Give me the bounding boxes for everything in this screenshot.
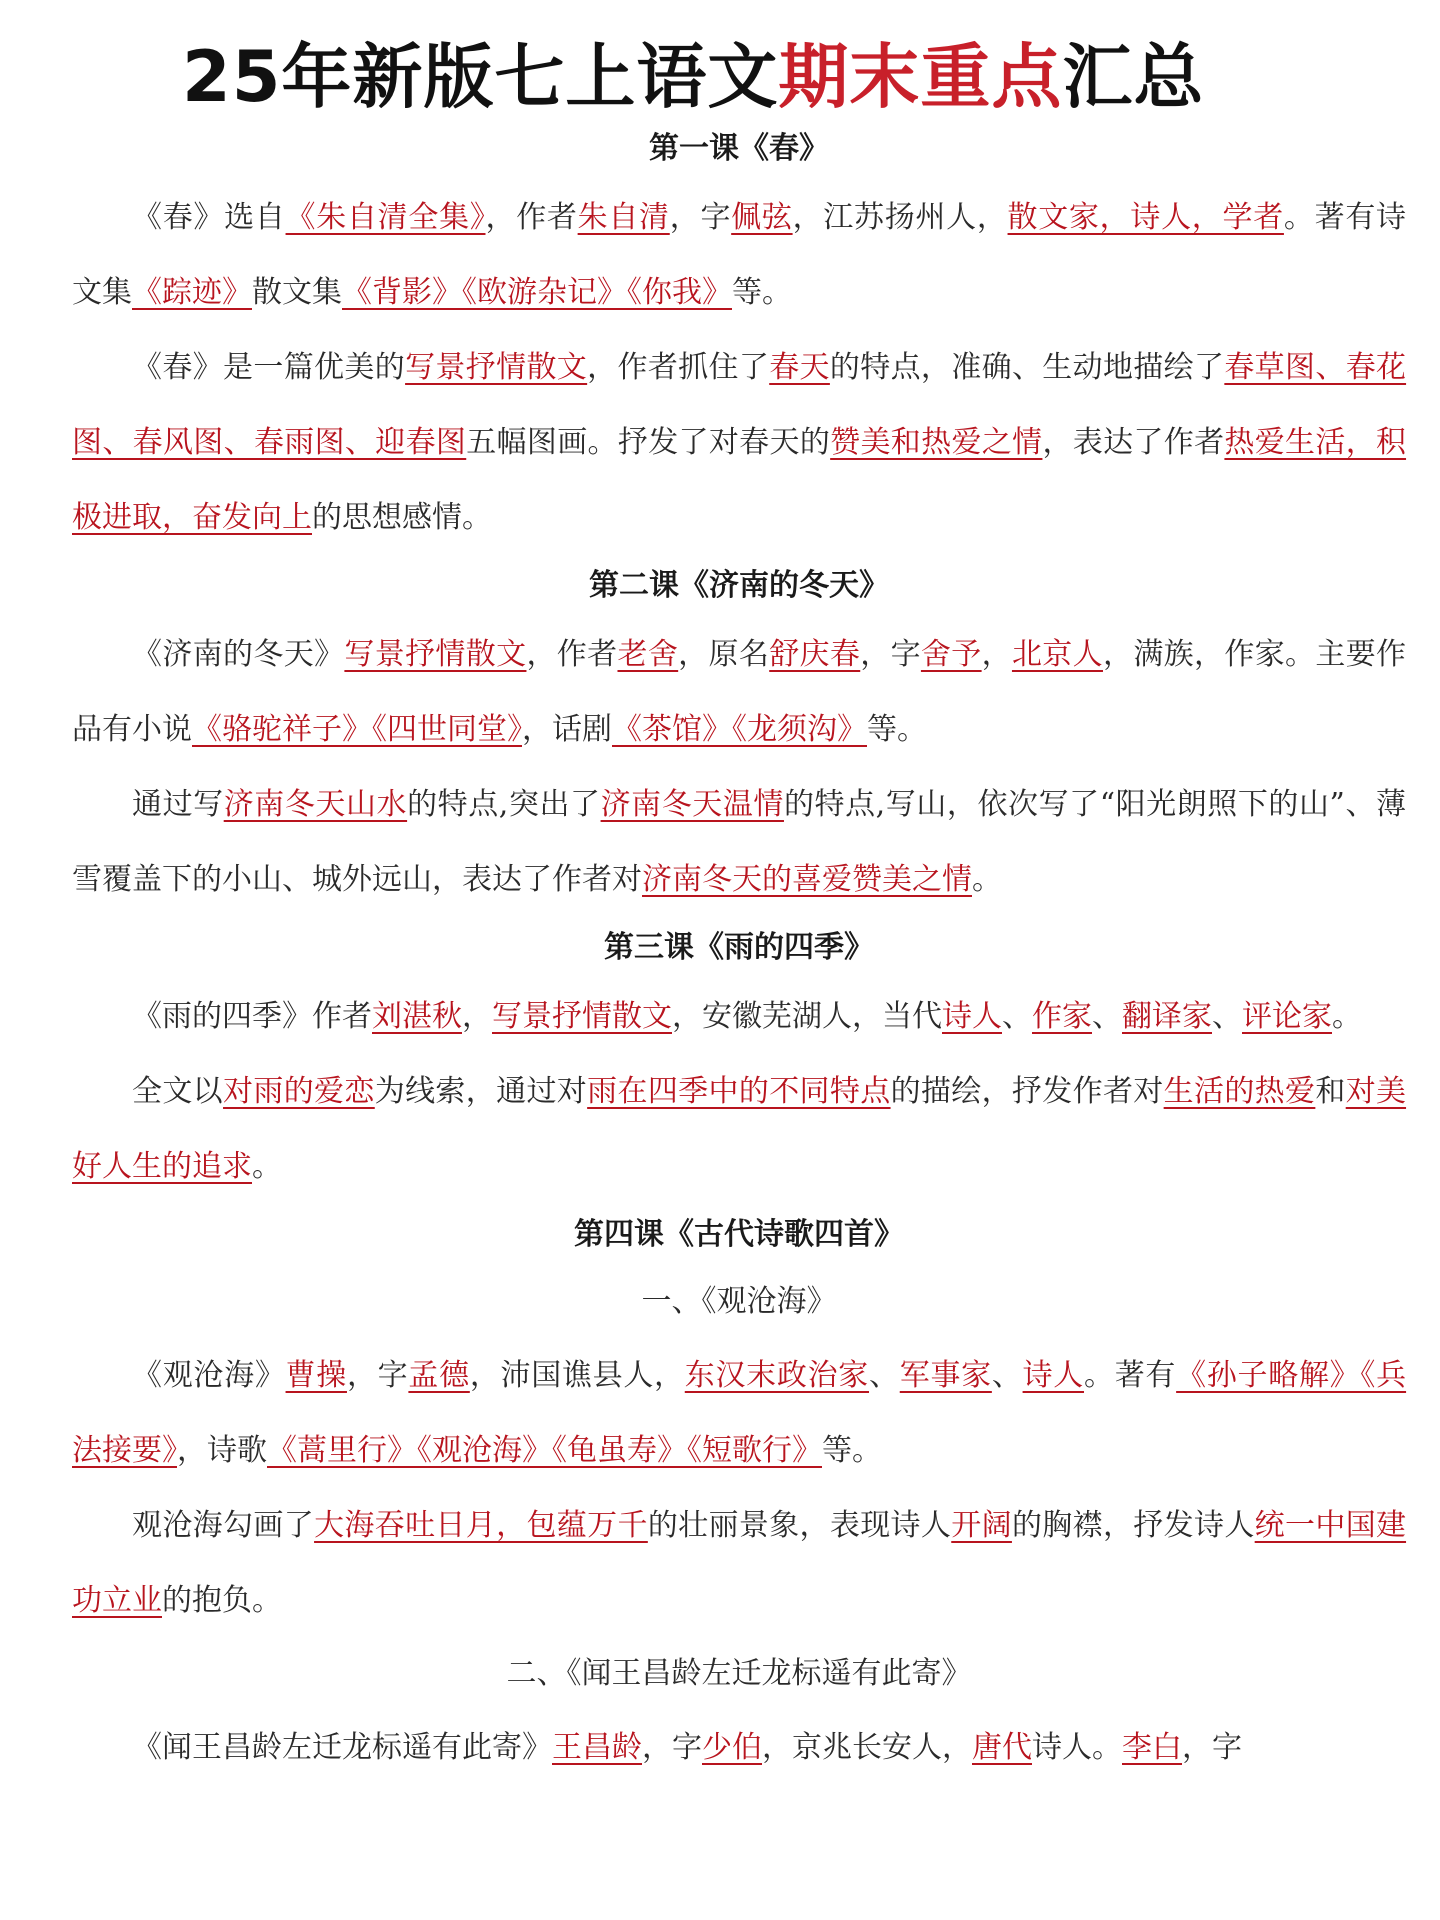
key-term: 《背影》《欧游杂记》《你我》: [342, 275, 732, 310]
paragraph: [72, 1488, 1406, 1638]
paragraph: [72, 330, 1406, 555]
text-segment: 。著有: [1084, 1358, 1177, 1393]
text-segment: ，话剧: [522, 712, 612, 747]
key-term: 王昌龄: [552, 1730, 642, 1765]
key-term: 统一中国建功立业: [72, 1508, 1407, 1618]
key-term: 老舍: [617, 637, 679, 672]
lesson-heading: 第一课《春》: [649, 131, 829, 166]
text-segment: 诗人。: [1032, 1730, 1122, 1765]
key-term: 《朱自清全集》: [285, 200, 486, 235]
text-segment: ，表达了作者: [1042, 425, 1225, 460]
text-segment: 的思想感情。: [312, 500, 492, 535]
text-segment: 散文集: [252, 275, 342, 310]
text-segment: 的描绘，抒发作者对: [890, 1074, 1164, 1109]
text-segment: ，字: [860, 637, 921, 672]
text-segment: 《闻王昌龄左迁龙标遥有此寄》: [132, 1730, 552, 1765]
key-term: 写景抒情散文: [405, 350, 588, 385]
text-segment: ，作者: [526, 637, 618, 672]
key-term: 对美好人生的追求: [72, 1074, 1407, 1184]
key-term: 赞美和热爱之情: [830, 425, 1043, 460]
key-term: 少伯: [702, 1730, 762, 1765]
text-segment: 。: [252, 1149, 282, 1184]
text-segment: 《春》选自: [132, 200, 286, 235]
key-term: 刘湛秋: [372, 999, 462, 1034]
text-segment: 和: [1315, 1074, 1346, 1109]
key-term: 写景抒情散文: [344, 637, 527, 672]
text-segment: ，: [462, 999, 492, 1034]
text-segment: 、: [991, 1358, 1023, 1393]
text-segment: 《济南的冬天》: [132, 637, 345, 672]
text-segment: 的壮丽景象，表现诗人: [647, 1508, 952, 1543]
key-term: 济南冬天温情: [600, 787, 784, 822]
text-segment: 等。: [867, 712, 927, 747]
text-segment: ，沛国谯县人，: [469, 1358, 685, 1393]
text-segment: 的特点，准确、生动地描绘了: [829, 350, 1225, 385]
key-term: 对雨的爱恋: [223, 1074, 375, 1109]
key-term: 春草图、春花图、春风图、春雨图、迎春图: [72, 350, 1407, 460]
text-segment: 全文以: [132, 1074, 224, 1109]
text-segment: 的胸襟，抒发诗人: [1011, 1508, 1255, 1543]
text-segment: 观沧海勾画了: [132, 1508, 315, 1543]
text-segment: ，江苏扬州人，: [792, 200, 1008, 235]
key-term: 曹操: [285, 1358, 347, 1393]
text-segment: 。: [1332, 999, 1362, 1034]
text-segment: 。: [972, 862, 1002, 897]
text-segment: 的特点,写山，依次写了“阳光朗照下的山”、薄雪覆盖下的小山、城外远山，表达了作者对: [72, 787, 1407, 897]
key-term: 诗人: [942, 999, 1002, 1034]
key-term: 热爱生活，积极进取，奋发向上: [72, 425, 1407, 535]
document-body: [72, 118, 1406, 1785]
paragraph: [72, 1338, 1406, 1488]
paragraph: [72, 617, 1406, 767]
paragraph: [72, 1710, 1406, 1785]
text-segment: 为线索，通过对: [374, 1074, 588, 1109]
title-suffix: 汇总: [1062, 36, 1205, 118]
key-term: 佩弦: [731, 200, 793, 235]
key-term: 雨在四季中的不同特点: [587, 1074, 891, 1109]
text-segment: ，: [981, 637, 1012, 672]
poem-subheading: 二、《闻王昌龄左迁龙标遥有此寄》: [506, 1656, 972, 1691]
text-segment: ，字: [1182, 1730, 1242, 1765]
text-segment: ，字: [346, 1358, 409, 1393]
text-segment: 、: [1002, 999, 1032, 1034]
key-term: 《孙子略解》《兵法接要》: [72, 1358, 1407, 1468]
key-term: 孟德: [408, 1358, 470, 1393]
key-term: 舍予: [920, 637, 982, 672]
lesson-heading: 第二课《济南的冬天》: [589, 568, 889, 603]
key-term: 诗人: [1022, 1358, 1084, 1393]
key-term: 翻译家: [1122, 999, 1212, 1034]
text-segment: ，满族，作家。主要作品有小说: [72, 637, 1407, 747]
text-segment: 五幅图画。抒发了对春天的: [466, 425, 831, 460]
text-segment: 的抱负。: [162, 1583, 282, 1618]
text-segment: ，字: [669, 200, 732, 235]
key-term: 《踪迹》: [132, 275, 252, 310]
key-term: 济南冬天的喜爱赞美之情: [642, 862, 972, 897]
text-segment: 、: [1092, 999, 1122, 1034]
key-term: 朱自清: [577, 200, 670, 235]
text-segment: 《春》是一篇优美的: [132, 350, 406, 385]
paragraph: [72, 767, 1406, 917]
key-term: 《茶馆》《龙须沟》: [612, 712, 867, 747]
poem-subheading: 一、《观沧海》: [641, 1284, 837, 1319]
title-highlight: 期末重点: [778, 36, 1063, 118]
text-segment: 《观沧海》: [132, 1358, 286, 1393]
title-prefix: 25年新版七上语文: [182, 36, 779, 118]
key-term: 北京人: [1011, 637, 1103, 672]
text-segment: 《雨的四季》作者: [132, 999, 372, 1034]
key-term: 大海吞吐日月，包蕴万千: [314, 1508, 648, 1543]
text-segment: 等。: [822, 1433, 882, 1468]
text-segment: ，作者: [485, 200, 578, 235]
key-term: 作家: [1032, 999, 1092, 1034]
text-segment: ，诗歌: [177, 1433, 267, 1468]
text-segment: 的特点,突出了: [407, 787, 601, 822]
lesson-heading: 第四课《古代诗歌四首》: [574, 1217, 904, 1252]
key-term: 写景抒情散文: [492, 999, 672, 1034]
text-segment: ，作者抓住了: [587, 350, 770, 385]
key-term: 《蒿里行》《观沧海》《龟虽寿》《短歌行》: [267, 1433, 822, 1468]
key-term: 李白: [1122, 1730, 1182, 1765]
key-term: 济南冬天山水: [223, 787, 408, 822]
text-segment: ，原名: [678, 637, 770, 672]
text-segment: 、: [869, 1358, 900, 1393]
key-term: 散文家，诗人，学者: [1007, 200, 1284, 235]
text-segment: 。著有诗文集: [72, 200, 1407, 310]
key-term: 舒庆春: [769, 637, 861, 672]
document-title: [72, 0, 1406, 118]
key-term: 评论家: [1242, 999, 1332, 1034]
text-segment: 等。: [732, 275, 792, 310]
key-term: 生活的热爱: [1163, 1074, 1316, 1109]
paragraph: [72, 180, 1406, 330]
key-term: 军事家: [899, 1358, 992, 1393]
key-term: 《骆驼祥子》《四世同堂》: [192, 712, 522, 747]
text-segment: 、: [1212, 999, 1242, 1034]
paragraph: [72, 979, 1406, 1054]
lesson-heading: 第三课《雨的四季》: [604, 930, 874, 965]
text-segment: ，京兆长安人，: [762, 1730, 972, 1765]
text-segment: 通过写: [132, 787, 224, 822]
key-term: 春天: [769, 350, 830, 385]
key-term: 唐代: [972, 1730, 1032, 1765]
key-term: 东汉末政治家: [684, 1358, 870, 1393]
key-term: 开阔: [951, 1508, 1012, 1543]
text-segment: ，安徽芜湖人，当代: [672, 999, 942, 1034]
paragraph: [72, 1054, 1406, 1204]
text-segment: ，字: [642, 1730, 702, 1765]
